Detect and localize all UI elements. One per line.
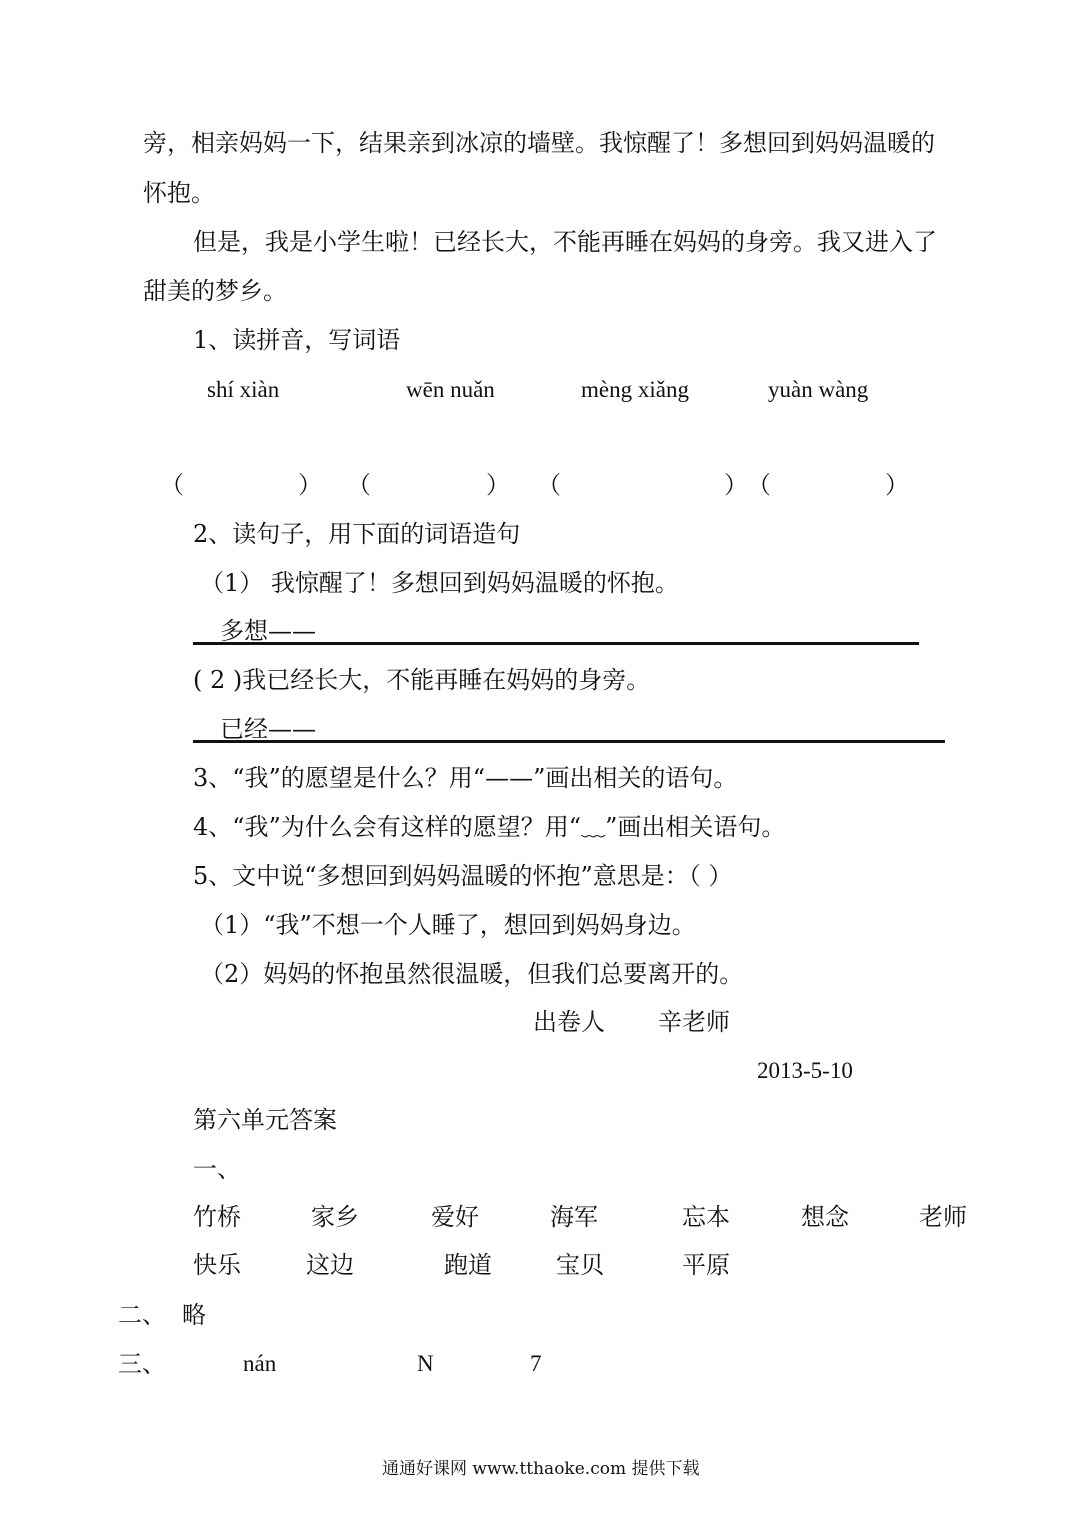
answers-part-3-value: 7 — [530, 1351, 542, 1376]
answer-word: 快乐 — [193, 1251, 241, 1279]
answer-paren-open-4: （ — [747, 471, 771, 499]
answer-paren-open-3: （ — [537, 471, 561, 499]
answer-paren-open-2: （ — [347, 471, 371, 499]
answer-word: 老师 — [919, 1203, 967, 1231]
answer-line-2 — [193, 740, 945, 743]
q2-title: 2、读句子，用下面的词语造句 — [193, 520, 521, 548]
answers-part-3-value: nán — [243, 1351, 277, 1376]
answer-word: 跑道 — [444, 1251, 492, 1279]
passage-line-3: 但是，我是小学生啦！已经长大，不能再睡在妈妈的身旁。我又进入了 — [193, 228, 937, 256]
q5-title: 5、文中说“多想回到妈妈温暖的怀抱”意思是：（ ） — [193, 862, 733, 890]
passage-line-2: 怀抱。 — [143, 179, 215, 207]
answer-word: 想念 — [801, 1203, 849, 1231]
q1-title: 1、读拼音，写词语 — [193, 326, 401, 354]
passage-line-1: 旁，相亲妈妈一下，结果亲到冰凉的墙壁。我惊醒了！多想回到妈妈温暖的 — [143, 129, 935, 157]
pinyin-4: yuàn wàng — [768, 377, 869, 402]
q2-word-1: 多想—— — [220, 617, 316, 645]
pinyin-1: shí xiàn — [207, 377, 280, 402]
answer-word: 这边 — [306, 1251, 354, 1279]
answers-part-1-label: 一、 — [193, 1155, 241, 1183]
answer-word: 海军 — [550, 1203, 598, 1231]
q2-word-2: 已经—— — [220, 715, 316, 743]
answers-part-2-value: 略 — [182, 1301, 206, 1329]
q4-text: 4、“我”为什么会有这样的愿望？用“﹏”画出相关语句。 — [193, 813, 786, 841]
q2-sentence-2: ( 2 )我已经长大，不能再睡在妈妈的身旁。 — [193, 666, 651, 694]
answer-word: 爱好 — [431, 1203, 479, 1231]
exam-date: 2013-5-10 — [757, 1058, 853, 1083]
passage-line-4: 甜美的梦乡。 — [143, 277, 287, 305]
answers-title: 第六单元答案 — [193, 1106, 337, 1134]
q5-option-1: （1）“我”不想一个人睡了，想回到妈妈身边。 — [200, 911, 696, 939]
pinyin-2: wēn nuǎn — [406, 377, 495, 402]
answer-paren-close-2: ） — [486, 471, 510, 499]
answers-part-3-value: N — [417, 1351, 434, 1376]
answers-part-2-label: 二、 — [118, 1301, 166, 1329]
answer-paren-close-1: ） — [298, 471, 322, 499]
q2-sentence-1: （1） 我惊醒了！多想回到妈妈温暖的怀抱。 — [200, 569, 679, 597]
answer-word: 家乡 — [311, 1203, 359, 1231]
answer-word: 平原 — [682, 1251, 730, 1279]
answer-word: 宝贝 — [556, 1251, 604, 1279]
q3-text: 3、“我”的愿望是什么？用“——”画出相关的语句。 — [193, 764, 738, 792]
answer-line-1 — [193, 642, 919, 645]
q5-option-2: （2）妈妈的怀抱虽然很温暖，但我们总要离开的。 — [200, 960, 744, 988]
answers-part-3-label: 三、 — [118, 1350, 166, 1378]
pinyin-3: mèng xiǎng — [581, 377, 689, 402]
answer-word: 忘本 — [682, 1203, 730, 1231]
answer-paren-close-4: ） — [885, 471, 909, 499]
answer-word: 竹桥 — [193, 1203, 241, 1231]
answer-paren-close-3: ） — [724, 471, 748, 499]
author-name: 辛老师 — [658, 1008, 730, 1036]
answer-paren-open-1: （ — [160, 471, 184, 499]
author-label: 出卷人 — [533, 1008, 605, 1036]
page-footer: 通通好课网 www.tthaoke.com 提供下载 — [382, 1459, 700, 1479]
